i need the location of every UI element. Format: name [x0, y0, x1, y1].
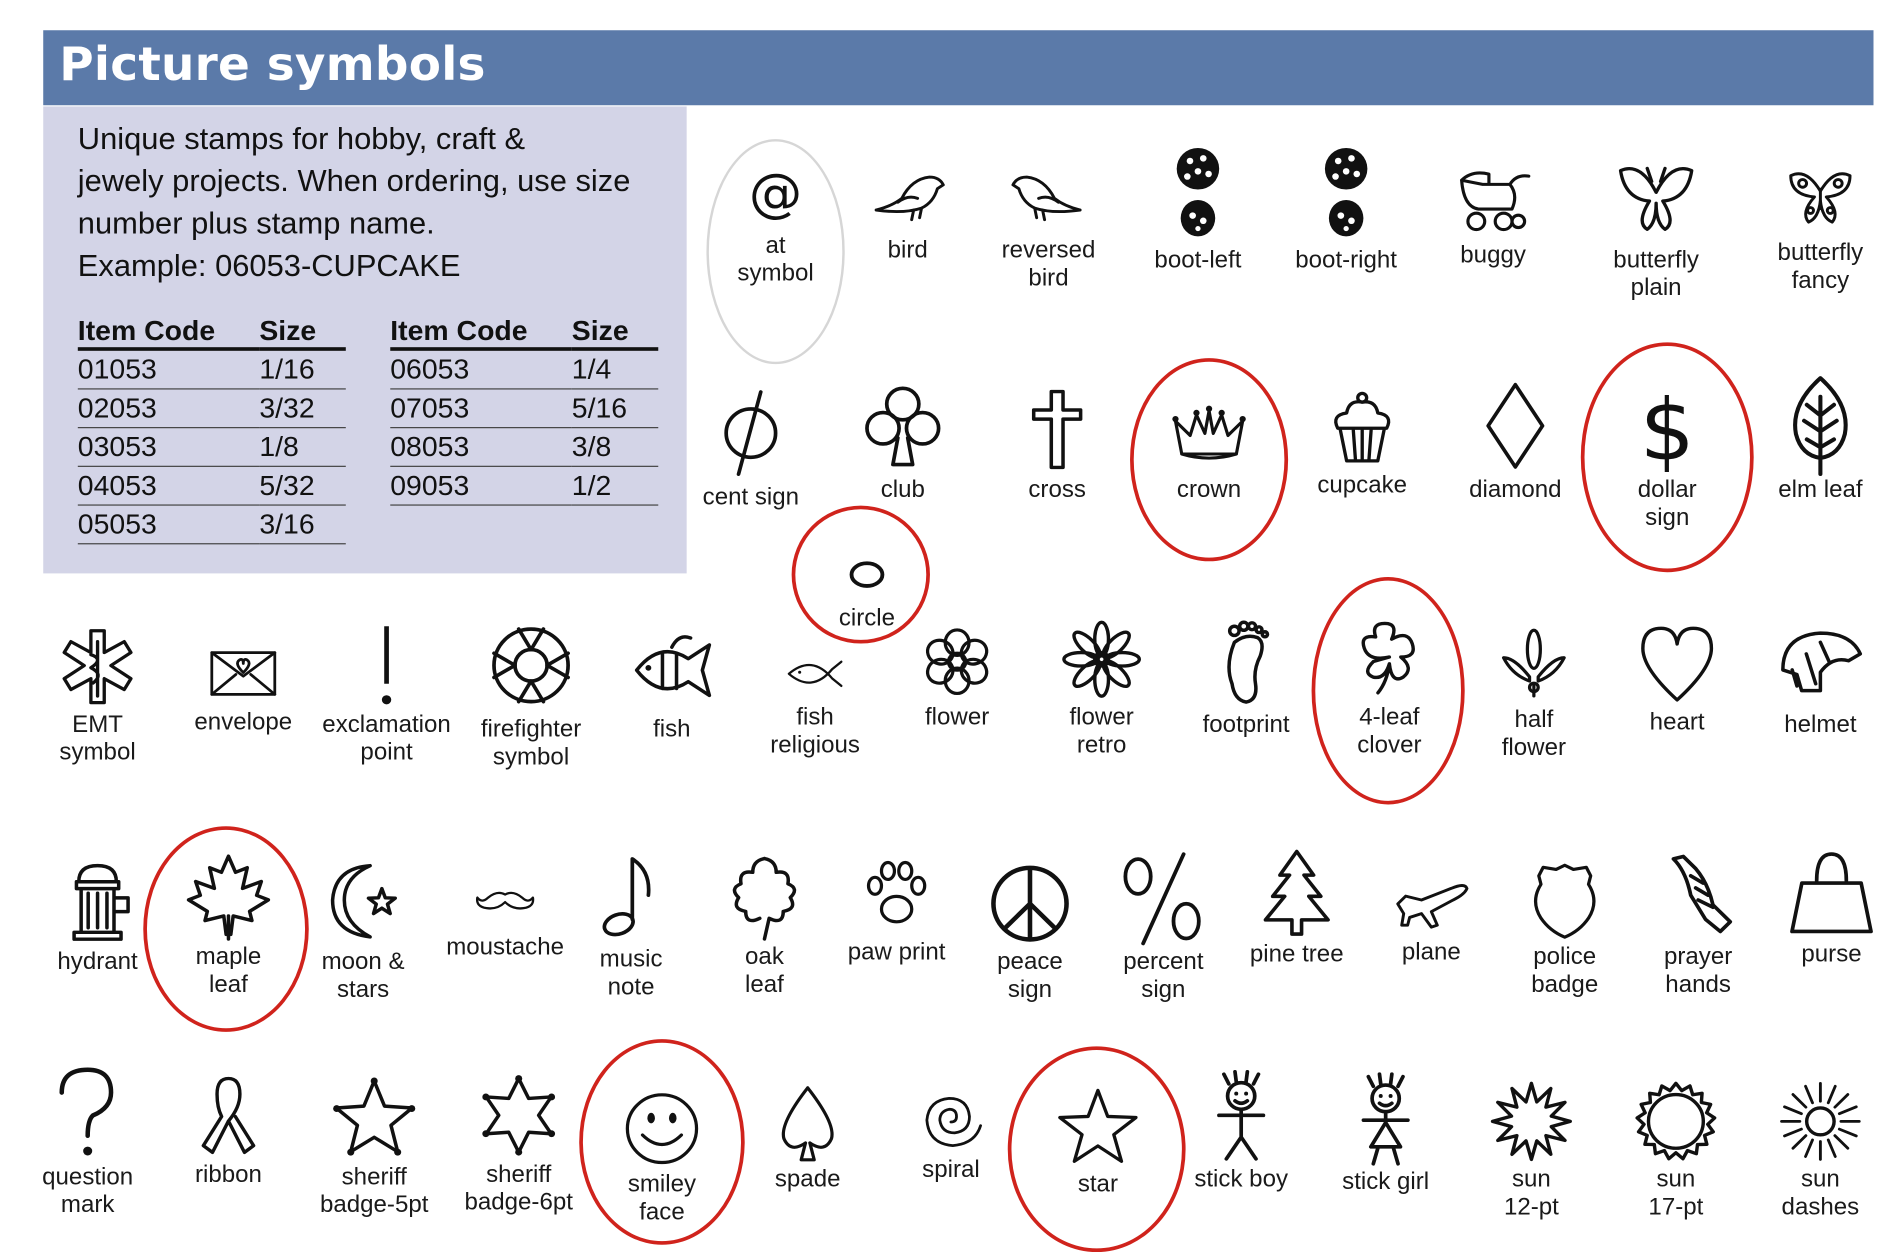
symbol-question-mark [14, 1062, 162, 1219]
intro-line: jewely projects. When ordering, use size [77, 164, 631, 199]
club-icon [853, 380, 952, 477]
item-code: 05053 [78, 505, 260, 544]
symbol-pine-tree [1223, 847, 1371, 969]
symbol-label: moustache [446, 933, 565, 961]
symbol-label: oak leaf [745, 943, 784, 999]
symbol-boot-left [1124, 143, 1272, 275]
symbol-half-flower [1460, 622, 1608, 762]
symbol-police-badge [1491, 859, 1639, 999]
pine-icon [1249, 847, 1345, 941]
butterfly-icon [1612, 160, 1701, 247]
symbol-4-leaf-clover [1315, 615, 1463, 760]
cupcake-icon [1318, 385, 1407, 472]
symbol-label: heart [1649, 708, 1705, 736]
symbol-prayer-hands [1624, 847, 1772, 999]
plane-icon [1392, 861, 1471, 938]
at-icon [736, 155, 815, 232]
symbol-label: smiley face [627, 1170, 697, 1226]
boot-icon [1293, 143, 1399, 247]
symbol-dollar-sign [1593, 380, 1741, 532]
symbol-label: at symbol [737, 232, 814, 287]
symbol-purse [1757, 844, 1902, 969]
star-icon [1053, 1084, 1142, 1171]
svg-text:$: $ [1639, 382, 1695, 477]
symbol-smiley-face [588, 1086, 736, 1226]
symbol-cupcake [1288, 385, 1436, 500]
symbol-label: exclamation point [322, 711, 451, 766]
symbol-label: buggy [1460, 241, 1526, 269]
size: 3/8 [572, 428, 658, 467]
symbol-helmet [1746, 619, 1894, 739]
symbol-label: sheriff badge-5pt [319, 1163, 429, 1219]
moustache-icon [474, 873, 536, 933]
symbol-label: maple leaf [195, 943, 262, 999]
symbol-bird [834, 160, 982, 265]
symbol-envelope [169, 636, 317, 736]
column-header-size: Size [572, 310, 658, 349]
item-code: 03053 [78, 428, 260, 467]
exclaim-icon [340, 619, 434, 711]
table-row [78, 349, 346, 389]
symbol-cent-sign [677, 387, 825, 512]
symbol-label: club [880, 476, 925, 504]
item-code: 04053 [78, 466, 260, 505]
table-header-row [390, 310, 658, 349]
flower-retro-icon [1056, 615, 1147, 705]
symbol-exclamation-point [312, 619, 460, 767]
symbol-label: peace sign [997, 948, 1063, 1003]
symbol-label: sun dashes [1781, 1166, 1860, 1221]
cross-icon [1010, 385, 1104, 477]
symbol-label: boot-right [1295, 246, 1398, 274]
symbol-label: paw print [847, 938, 946, 966]
symbol-label: flower [924, 704, 990, 731]
symbol-label: butterfly fancy [1777, 239, 1864, 294]
cent-icon [701, 387, 800, 484]
title-bar [43, 30, 1873, 105]
symbol-label: plane [1401, 938, 1461, 966]
table-row [78, 428, 346, 467]
envelope-icon [206, 636, 280, 709]
bird-icon [868, 160, 947, 237]
symbol-diamond [1441, 380, 1589, 505]
symbol-label: prayer hands [1663, 943, 1733, 999]
buggy-icon [1451, 160, 1535, 242]
symbol-sheriff-badge-6pt [445, 1069, 593, 1217]
flower-icon [914, 619, 1000, 704]
symbol-star [1024, 1084, 1172, 1199]
size: 5/32 [259, 466, 345, 505]
table-row [78, 389, 346, 428]
symbol-label: dollar sign [1637, 476, 1697, 532]
ichthys-icon [784, 644, 846, 704]
symbol-crown [1135, 394, 1283, 504]
size-table-right [390, 310, 658, 506]
sun12-icon [1486, 1077, 1577, 1167]
table-row [78, 505, 346, 544]
symbol-label: purse [1801, 941, 1862, 968]
peace-icon [984, 859, 1075, 949]
info-panel [43, 106, 686, 573]
half-flower-icon [1491, 622, 1577, 707]
symbol-flower [883, 619, 1031, 732]
symbol-moon-stars [289, 856, 437, 1004]
symbol-stick-boy [1167, 1069, 1315, 1194]
symbol-label: percent sign [1123, 948, 1204, 1003]
table-row [390, 349, 658, 389]
symbol-label: music note [599, 945, 663, 1001]
sun17-icon [1630, 1077, 1721, 1167]
badge-icon [1522, 859, 1608, 944]
bird-rev-icon [1009, 160, 1088, 237]
symbol-label: fish [653, 716, 691, 743]
symbol-label: firefighter symbol [480, 716, 582, 771]
symbol-label: butterfly plain [1613, 246, 1699, 302]
column-header-size: Size [259, 310, 345, 349]
symbol-label: cent sign [702, 483, 800, 511]
symbol-butterfly-fancy [1746, 162, 1894, 295]
symbol-club [829, 380, 977, 505]
size: 3/32 [259, 389, 345, 428]
dollar-icon [1618, 380, 1717, 477]
column-header-item-code: Item Code [390, 310, 572, 349]
symbol-label: police badge [1531, 943, 1599, 999]
symbol-elm-leaf [1746, 370, 1894, 504]
size: 1/4 [572, 349, 658, 389]
symbol-music-note [557, 849, 705, 1001]
ribbon-icon [183, 1072, 274, 1162]
symbol-label: sun 17-pt [1648, 1166, 1704, 1221]
symbol-sun-dashes [1746, 1077, 1894, 1222]
sheriff5-icon [327, 1072, 421, 1164]
heart-icon [1631, 619, 1722, 709]
sheriff6-icon [472, 1069, 566, 1161]
symbol-at-symbol [701, 155, 849, 288]
symbol-butterfly-plain [1582, 160, 1730, 303]
symbol-label: 4-leaf clover [1357, 704, 1422, 759]
item-code: 01053 [78, 349, 260, 389]
symbol-label: circle [838, 604, 896, 632]
symbol-heart [1603, 619, 1751, 736]
symbol-label: boot-left [1154, 246, 1242, 274]
hands-icon [1649, 847, 1748, 944]
clover-icon [1344, 615, 1435, 705]
symbol-label: stick boy [1194, 1166, 1289, 1193]
symbol-label: helmet [1784, 711, 1857, 738]
item-code: 02053 [78, 389, 260, 428]
symbol-label: elm leaf [1778, 476, 1863, 504]
fish-icon [625, 624, 719, 716]
hydrant-icon [51, 856, 145, 948]
size: 3/16 [259, 505, 345, 544]
symbol-label: ribbon [194, 1161, 262, 1188]
table-row [390, 389, 658, 428]
symbol-spade [734, 1081, 882, 1194]
symbol-fish-religious [741, 644, 889, 760]
circle-icon [836, 544, 898, 604]
symbol-label: moon & stars [321, 948, 405, 1003]
item-code: 09053 [390, 466, 572, 505]
symbol-footprint [1172, 619, 1320, 739]
item-code: 06053 [390, 349, 572, 389]
spiral-icon [914, 1084, 988, 1157]
symbol-label: pine tree [1249, 941, 1344, 968]
butterfly-fancy-icon [1781, 162, 1860, 239]
symbol-boot-right [1272, 143, 1420, 275]
size-table-left [78, 310, 346, 545]
symbol-plane [1357, 861, 1505, 966]
diamond-icon [1466, 380, 1565, 477]
symbol-label: cupcake [1317, 471, 1408, 499]
symbol-paw-print [823, 854, 971, 967]
symbol-label: bird [887, 237, 928, 264]
symbol-label: cross [1028, 476, 1086, 504]
symbol-label: spiral [922, 1156, 980, 1184]
page-title: Picture symbols [59, 37, 486, 91]
symbol-oak-leaf [690, 852, 838, 1000]
item-code: 07053 [390, 389, 572, 428]
symbol-sun-12-pt [1457, 1077, 1605, 1222]
symbol-label: diamond [1469, 476, 1562, 504]
boot-icon [1145, 143, 1251, 247]
symbol-peace-sign [956, 859, 1104, 1004]
intro-line: Unique stamps for hobby, craft & [77, 122, 526, 157]
note-icon [582, 849, 681, 946]
paw-icon [853, 854, 939, 939]
size: 1/2 [572, 466, 658, 505]
firefighter-icon [482, 619, 581, 716]
emt-icon [53, 624, 142, 711]
symbol-sheriff-badge-5pt [300, 1072, 448, 1220]
symbol-label: sheriff badge-6pt [464, 1161, 573, 1216]
smiley-icon [619, 1086, 705, 1171]
symbol-hydrant [23, 856, 171, 976]
symbol-label: question mark [42, 1163, 134, 1219]
helmet-icon [1773, 619, 1867, 711]
question-icon [36, 1062, 140, 1164]
symbol-label: footprint [1202, 711, 1290, 738]
size: 1/8 [259, 428, 345, 467]
maple-icon [182, 852, 276, 944]
symbol-firefighter-symbol [457, 619, 605, 771]
svg-text:@: @ [748, 163, 803, 224]
item-code: 08053 [390, 428, 572, 467]
symbol-label: fish religious [770, 704, 860, 759]
symbol-buggy [1419, 160, 1567, 270]
symbol-fish [598, 624, 746, 744]
symbol-label: flower retro [1069, 704, 1134, 759]
symbol-label: half flower [1501, 706, 1566, 761]
sundash-icon [1775, 1077, 1866, 1167]
footprint-icon [1199, 619, 1293, 711]
stickgirl-icon [1336, 1072, 1435, 1169]
symbol-spiral [877, 1084, 1025, 1184]
symbol-cross [983, 385, 1131, 505]
symbol-label: reversed bird [1001, 237, 1096, 292]
symbol-percent-sign [1089, 849, 1237, 1004]
elm-icon [1766, 370, 1875, 476]
symbol-maple-leaf [154, 852, 302, 1000]
table-row [390, 428, 658, 467]
moon-icon [316, 856, 410, 948]
table-header-row [78, 310, 346, 349]
symbol-label: spade [774, 1166, 841, 1193]
intro-text [78, 119, 671, 288]
symbol-label: hydrant [57, 948, 138, 976]
symbol-stick-girl [1312, 1072, 1460, 1197]
purse-icon [1782, 844, 1881, 941]
symbol-label: EMT symbol [59, 711, 136, 766]
percent-icon [1113, 849, 1214, 948]
symbol-reversed-bird [974, 160, 1122, 293]
oak-icon [718, 852, 812, 944]
symbol-label: envelope [194, 708, 293, 736]
intro-line: Example: 06053-CUPCAKE [77, 249, 461, 284]
crown-icon [1167, 394, 1251, 476]
intro-line: number plus stamp name. [77, 206, 435, 241]
symbol-label: star [1077, 1170, 1118, 1198]
size: 1/16 [259, 349, 345, 389]
symbol-ribbon [154, 1072, 302, 1189]
column-header-item-code: Item Code [78, 310, 260, 349]
spade-icon [764, 1081, 850, 1166]
symbol-sun-17-pt [1602, 1077, 1750, 1222]
stickboy-icon [1192, 1069, 1291, 1166]
symbol-label: sun 12-pt [1503, 1166, 1559, 1221]
table-row [390, 466, 658, 505]
symbol-emt-symbol [23, 624, 171, 767]
symbol-label: crown [1176, 476, 1242, 504]
size: 5/16 [572, 389, 658, 428]
symbol-label: stick girl [1342, 1168, 1430, 1196]
table-row [78, 466, 346, 505]
symbol-flower-retro [1028, 615, 1176, 760]
